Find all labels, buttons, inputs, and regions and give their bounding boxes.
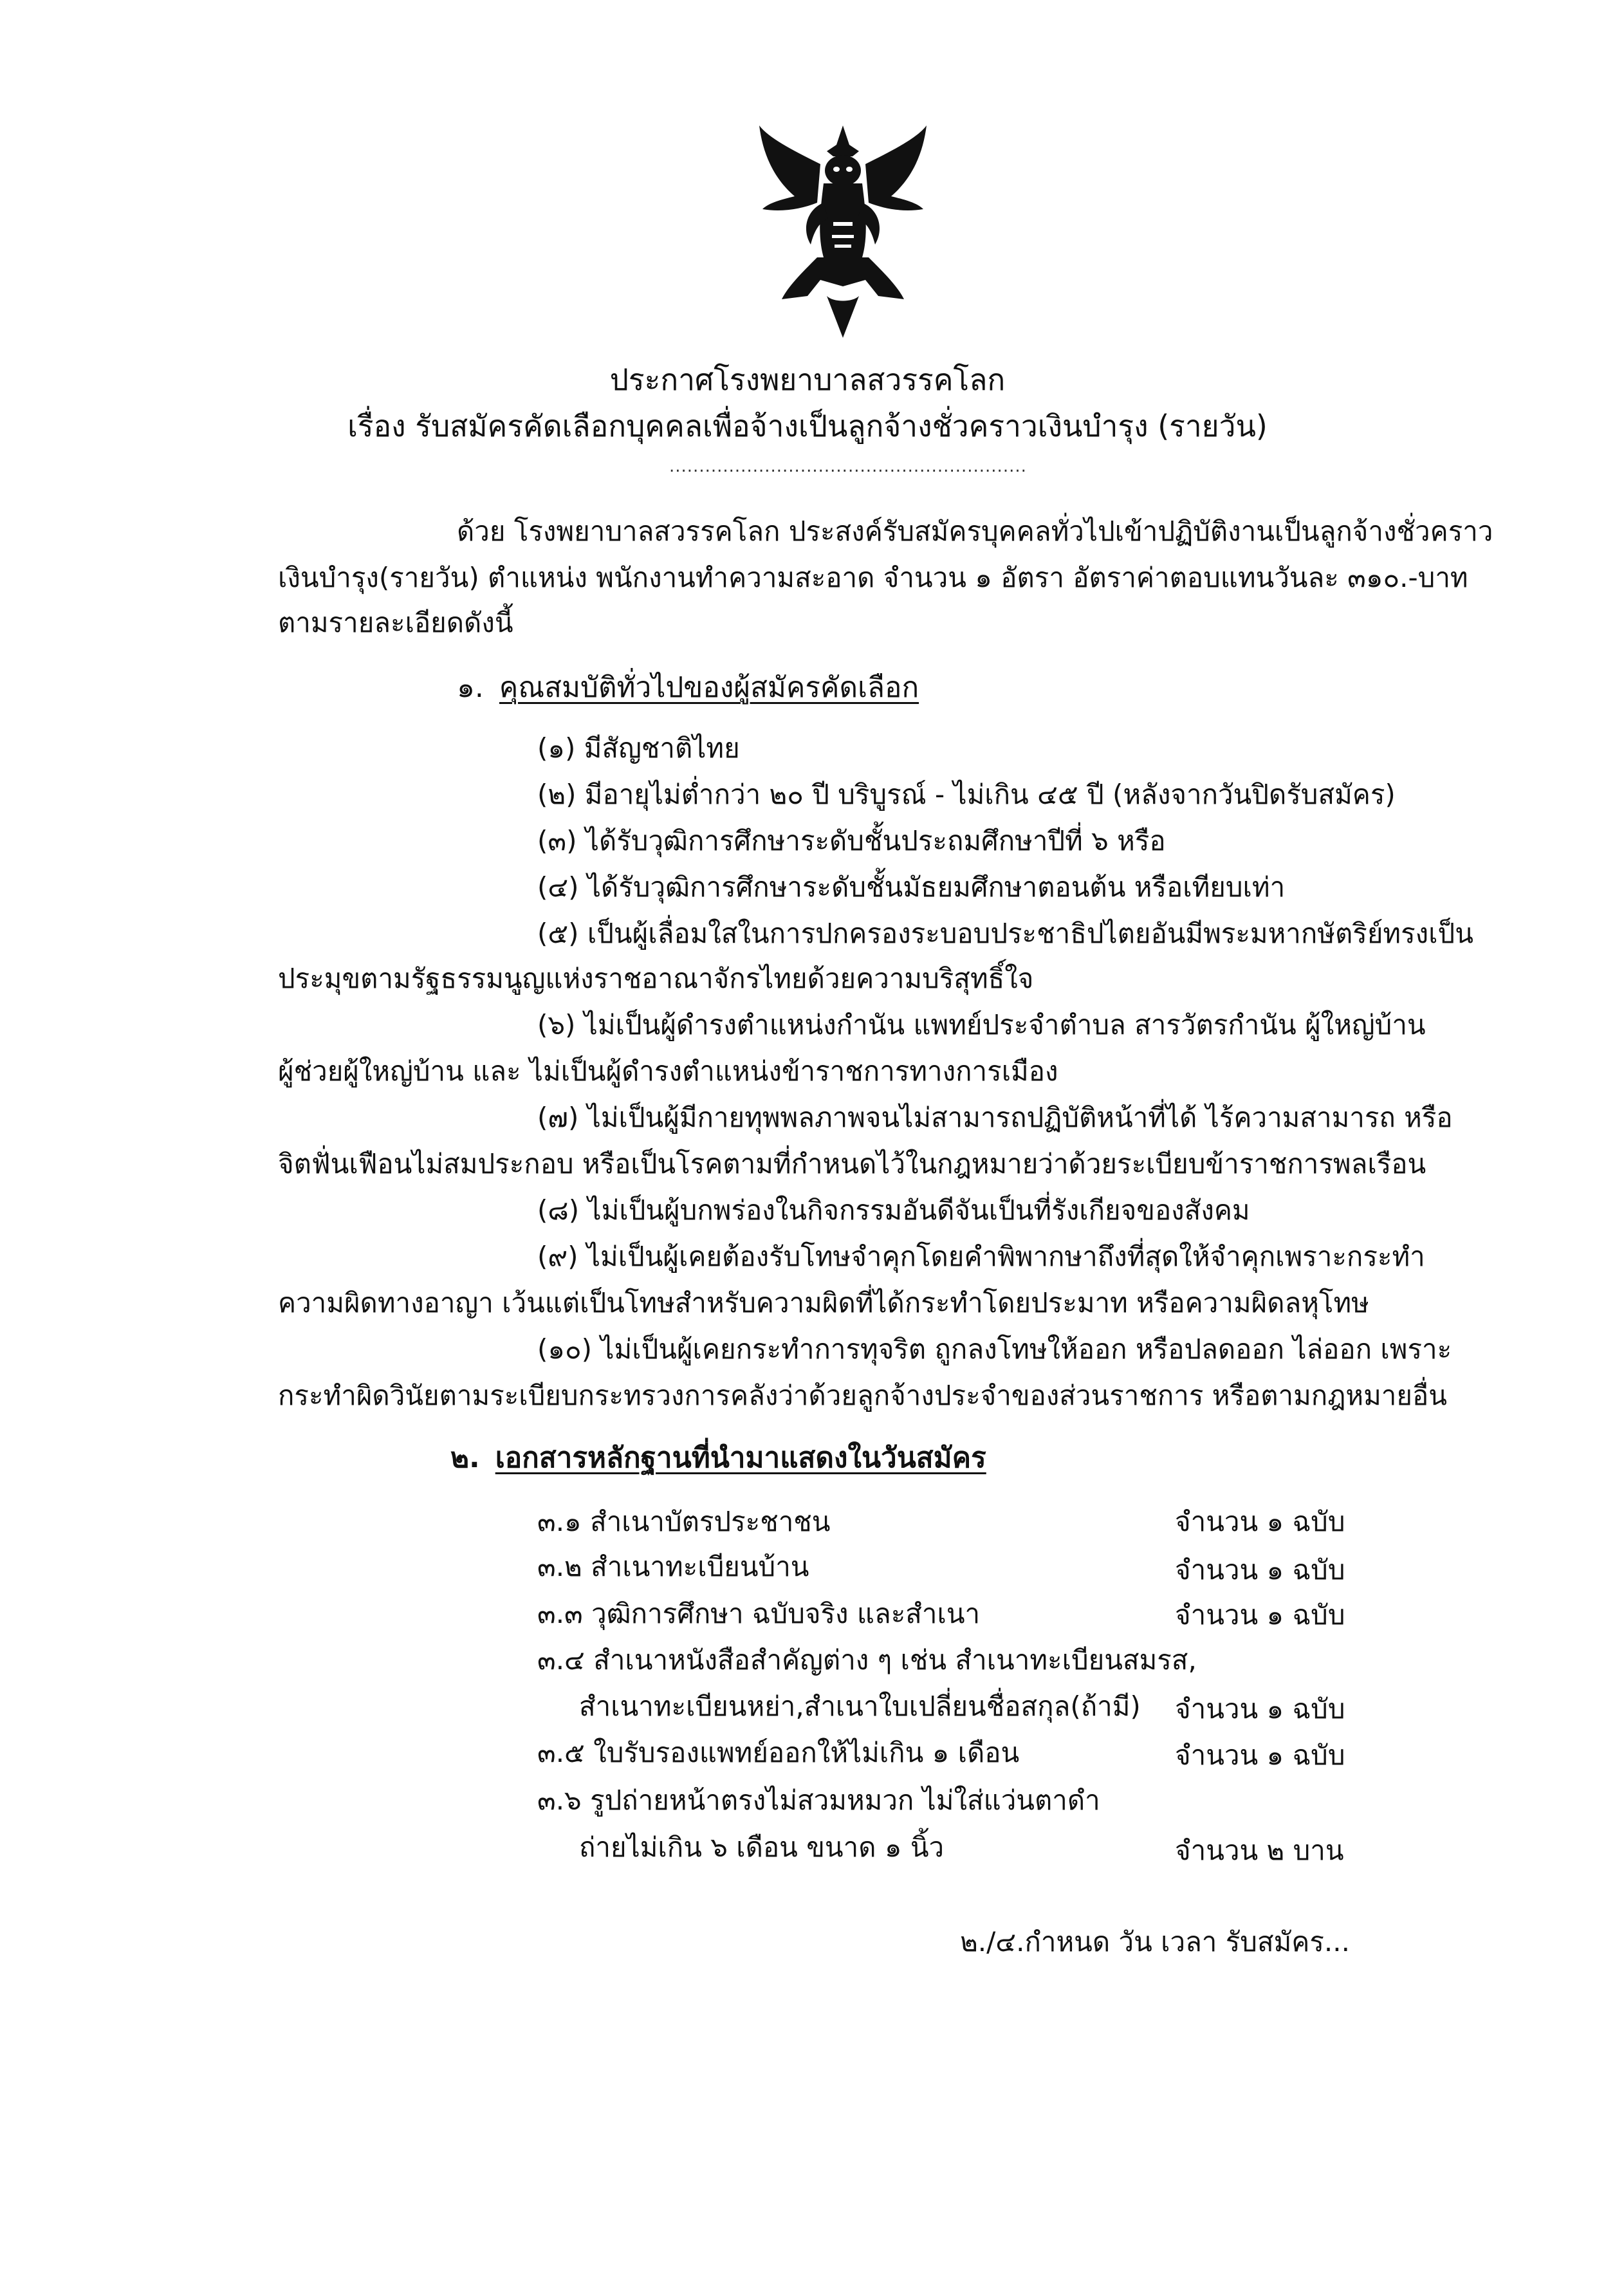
qualification-item-continued: จิตฟั่นเฟือนไม่สมประกอบ หรือเป็นโรคตามที่กำหนดไว้ในกฎหมายว่าด้วยระเบียบข้าราชการพลเรือน — [278, 1148, 1426, 1180]
document-item: ๓.๔ สำเนาหนังสือสำคัญต่าง ๆ เช่น สำเนาทะเบียนสมรส, — [537, 1644, 1197, 1676]
document-item: ๓.๕ ใบรับรองแพทย์ออกให้ไม่เกิน ๑ เดือน — [537, 1737, 1020, 1768]
document-item-continued: สำเนาทะเบียนหย่า,สำเนาใบเปลี่ยนชื่อสกุล(ถ้ามี) — [579, 1690, 1141, 1722]
qualification-item: (๗) ไม่เป็นผู้มีกายทุพพลภาพจนไม่สามารถปฏิบัติหน้าที่ได้ ไร้ความสามารถ หรือ — [537, 1102, 1453, 1133]
document-item: ๓.๑ สำเนาบัตรประชาชน — [537, 1506, 831, 1537]
section-2-heading — [450, 1440, 986, 1477]
document-item-continued: ถ่ายไม่เกิน ๖ เดือน ขนาด ๑ นิ้ว — [579, 1831, 945, 1863]
document-quantity: จำนวน ๑ ฉบับ — [1175, 1599, 1345, 1631]
document-quantity: จำนวน ๑ ฉบับ — [1175, 1554, 1345, 1586]
continuation-note: ๒./๔.กำหนด วัน เวลา รับสมัคร... — [960, 1926, 1350, 1958]
qualification-item: (๒) มีอายุไม่ต่ำกว่า ๒๐ ปี บริบูรณ์ - ไม่เกิน ๔๕ ปี (หลังจากวันปิดรับสมัคร) — [537, 779, 1396, 810]
document-item: ๓.๖ รูปถ่ายหน้าตรงไม่สวมหมวก ไม่ใส่แว่นตาดำ — [537, 1784, 1100, 1816]
document-quantity: จำนวน ๒ บาน — [1175, 1835, 1344, 1866]
document-quantity: จำนวน ๑ ฉบับ — [1175, 1506, 1345, 1537]
qualification-item: (๑๐) ไม่เป็นผู้เคยกระทำการทุจริต ถูกลงโทษให้ออก หรือปลดออก ไล่ออก เพราะ — [537, 1333, 1452, 1365]
qualification-item: (๔) ได้รับวุฒิการศึกษาระดับชั้นมัธยมศึกษาตอนต้น หรือเทียบเท่า — [537, 871, 1286, 903]
section-1-heading — [457, 669, 919, 707]
section-1-number: ๑. — [457, 671, 484, 704]
section-2-title: เอกสารหลักฐานที่นำมาแสดงในวันสมัคร — [495, 1441, 986, 1474]
qualification-item-continued: กระทำผิดวินัยตามระเบียบกระทรวงการคลังว่าด้วยลูกจ้างประจำของส่วนราชการ หรือตามกฎหมายอื่น — [278, 1380, 1447, 1411]
document-quantity: จำนวน ๑ ฉบับ — [1175, 1739, 1345, 1771]
intro-line-1: ด้วย โรงพยาบาลสวรรคโลก ประสงค์รับสมัครบุคคลทั่วไปเข้าปฏิบัติงานเป็นลูกจ้างชั่วคราว — [457, 515, 1493, 547]
qualification-item: (๘) ไม่เป็นผู้บกพร่องในกิจกรรมอันดีจันเป็นที่รังเกียจของสังคม — [537, 1194, 1250, 1226]
intro-line-2: เงินบำรุง(รายวัน) ตำแหน่ง พนักงานทำความสะอาด จำนวน ๑ อัตรา อัตราค่าตอบแทนวันละ ๓๑๐.-บาท — [278, 562, 1468, 593]
section-2-number: ๒. — [450, 1441, 480, 1474]
document-title: ประกาศโรงพยาบาลสวรรคโลก — [609, 362, 1006, 397]
garuda-emblem-icon — [756, 125, 930, 338]
document-item: ๓.๓ วุฒิการศึกษา ฉบับจริง และสำเนา — [537, 1598, 981, 1629]
intro-line-3: ตามรายละเอียดดังนี้ — [278, 607, 513, 638]
qualification-item: (๙) ไม่เป็นผู้เคยต้องรับโทษจำคุกโดยคำพิพากษาถึงที่สุดให้จำคุกเพราะกระทำ — [537, 1241, 1425, 1272]
document-quantity: จำนวน ๑ ฉบับ — [1175, 1693, 1345, 1725]
document-item: ๓.๒ สำเนาทะเบียนบ้าน — [537, 1551, 809, 1582]
section-1-title: คุณสมบัติทั่วไปของผู้สมัครคัดเลือก — [499, 671, 919, 704]
separator-line: ............................................................ — [669, 460, 1027, 473]
qualification-item-continued: ความผิดทางอาญา เว้นแต่เป็นโทษสำหรับความผิดที่ได้กระทำโดยประมาท หรือความผิดลหุโทษ — [278, 1287, 1369, 1319]
document-subject: เรื่อง รับสมัครคัดเลือกบุคคลเพื่อจ้างเป็นลูกจ้างชั่วคราวเงินบำรุง (รายวัน) — [347, 409, 1268, 443]
qualification-item: (๕) เป็นผู้เลื่อมใสในการปกครองระบอบประชาธิปไตยอันมีพระมหากษัตริย์ทรงเป็น — [537, 918, 1473, 949]
qualification-item-continued: ประมุขตามรัฐธรรมนูญแห่งราชอาณาจักรไทยด้วยความบริสุทธิ์ใจ — [278, 963, 1034, 994]
qualification-item: (๑) มีสัญชาติไทย — [537, 732, 740, 764]
qualification-item: (๖) ไม่เป็นผู้ดำรงตำแหน่งกำนัน แพทย์ประจำตำบล สารวัตรกำนัน ผู้ใหญ่บ้าน — [537, 1009, 1426, 1041]
qualification-item: (๓) ได้รับวุฒิการศึกษาระดับชั้นประถมศึกษาปีที่ ๖ หรือ — [537, 825, 1166, 856]
qualification-item-continued: ผู้ช่วยผู้ใหญ่บ้าน และ ไม่เป็นผู้ดำรงตำแหน่งข้าราชการทางการเมือง — [278, 1055, 1058, 1087]
